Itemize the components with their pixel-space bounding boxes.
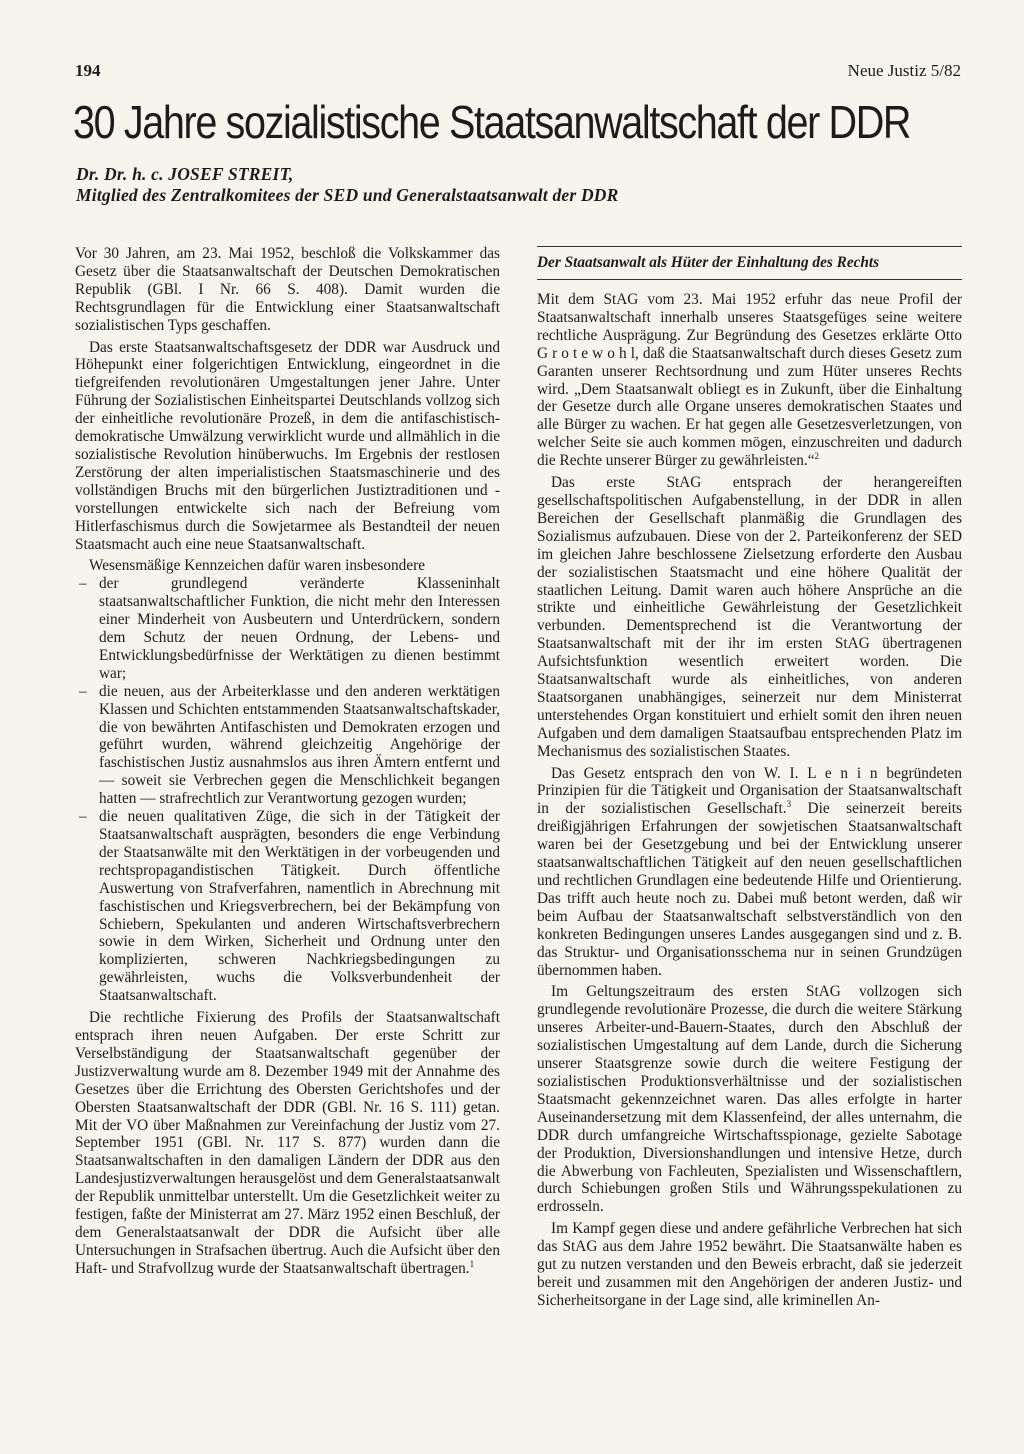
paragraph: Im Kampf gegen diese und andere gefährliche Verbrechen hat sich das StAG aus dem Jahre 1952 bewährt. Die Staatsanwälte haben es gut zu nutzen verstanden und den Beweis erbracht, daß sie jederzeit bereit und zusammen mit den Angehörigen der anderen Justiz- und Sicherheitsorgane in der Lage sind, alle kriminellen An- [537, 1220, 962, 1309]
section-heading: Der Staatsanwalt als Hüter der Einhaltung des Rechts [537, 246, 962, 280]
paragraph: Wesensmäßige Kennzeichen dafür waren insbesondere [89, 557, 426, 575]
paragraph: Das erste StAG entsprach der herangereiften gesellschaftspolitischen Aufgabenstellung, in der DDR in allen Bereichen der Gesellschaft planmäßig die Grundlagen des Sozialismus aufzubauen. Diese von der 2. Parteikonferenz der SED im gleichen Jahre beschlossene Zielsetzung erforderte den Ausbau der sozialistischen Staatsmacht und eine höhere Qualität der staatlichen Leitung. Damit waren auch höhere Ansprüche an die strikte und einheitliche Gewährleistung der Gesetzlichkeit verbunden. Dementsprechend ist die Verantwortung der Staatsanwaltschaft mit der ihr im ersten StAG übertragenen Aufsichtsfunktion wesentlich erweitert worden. Die Staatsanwaltschaft wurde als einheitliches, von anderen Staatsorganen unabhängiges, seinerzeit nur dem Ministerrat unterstehendes Organ konstituiert und erhielt somit den ihren neuen Aufgaben und dem damaligen Staatsaufbau entsprechenden Platz im Mechanismus des sozialistischen Staates. [537, 474, 962, 760]
list-item: – die neuen, aus der Arbeiterklasse und den anderen werktätigen Klassen und Schichten entstammenden Staatsanwaltschaftskader, die von bewährten Antifaschisten und Demokraten erzogen und geführt wurden, während gleichzeitig Angehörige der faschistischen Justiz ausnahmslos aus ihren Ämtern entfernt und — soweit sie Verbrechen gegen die Menschlichkeit begangen hatten — strafrechtlich zur Verantwortung gezogen wurden; [75, 683, 500, 808]
author-role: Mitglied des Zentralkomitees der SED und Generalstaatsanwalt der DDR [76, 185, 619, 205]
paragraph: Im Geltungszeitraum des ersten StAG vollzogen sich grundlegende revolutionäre Prozesse, die durch die weitere Stärkung unseres Arbeiter-und-Bauern-Staates, durch den Abschluß der sozialistischen Umgestaltung auf dem Lande, durch die Sicherung unserer Staatsgrenze sowie durch die weitere Festigung der sozialistischen Produktionsverhältnisse und der sozialistischen Staatsmacht gekennzeichnet waren. Das alles erfolgte in harter Auseinandersetzung mit dem Klassenfeind, der alles unternahm, die DDR durch umfangreiche Wirtschaftsspionage, gezielte Sabotage der Produktion, Diversionshandlungen und intensive Hetze, durch die Abwerbung von Fachleuten, Spezialisten und Wissenschaftlern, durch Schiebungen großen Stils und Währungsspekulationen zu erdrosseln. [537, 983, 962, 1216]
paragraph-text: Das Gesetz entsprach den von W. I. L e n i n begründeten Prinzipien für die Tätigkeit und Organisation der Staatsanwaltschaft in der sozialistischen Gesellschaft. [537, 764, 962, 818]
list-item: – die neuen qualitativen Züge, die sich in der Tätigkeit der Staatsanwaltschaft ausprägten, besonders die enge Verbindung der Staatsanwälte mit den Werktätigen in der vorbeugenden und rechtspropagandistischen Tätigkeit. Durch öffentliche Auswertung von Strafverfahren, namentlich in Abrechnung mit faschistischen und Kriegsverbrechern, bei der Bekämpfung von Schiebern, Spekulanten und anderen Wirtschaftsverbrechern sowie in dem Wirken, Sicherheit und Ordnung unter den komplizierten, schweren Nachkriegsbedingungen zu gewährleisten, wuchs die Volksverbundenheit der Staatsanwaltschaft. [75, 808, 500, 1005]
paragraph [537, 291, 962, 470]
paragraph [75, 1009, 500, 1278]
footnote-ref: 2 [814, 451, 819, 462]
paragraph: Vor 30 Jahren, am 23. Mai 1952, beschloß die Volkskammer das Gesetz über die Staatsanwaltschaft der Deutschen Demokratischen Republik (GBl. I Nr. 66 S. 408). Damit wurden die Rechtsgrundlagen für die Entwicklung einer Staatsanwaltschaft sozialistischen Typs geschaffen. [75, 245, 500, 334]
paragraph [537, 765, 962, 980]
page-number: 194 [75, 61, 101, 80]
running-header [75, 62, 961, 90]
author-name: Dr. Dr. h. c. JOSEF STREIT, [76, 164, 294, 184]
paragraph: Das erste Staatsanwaltschaftsgesetz der DDR war Ausdruck und Höhepunkt einer folgerichtigen Entwicklung, eingeordnet in die tiefgreifenden revolutionären Umgestaltungen jener Jahre. Unter Führung der Sozialistischen Einheitspartei Deutschlands vollzog sich der einheitliche revolutionäre Prozeß, in dem die antifaschistisch-demokratische Umwälzung verwirklicht wurde und allmählich in die sozialistische Revolution hinüberwuchs. Im Ergebnis der restlosen Zerstörung der alten imperialistischen Staatsmaschinerie und des vollständigen Bruchs mit den bürgerlichen Justiztraditionen und -vorstellungen entwickelte sich nach der Befreiung vom Hitlerfaschismus durch die Sowjetarmee als Bestandteil der neuen Staatsmacht auch eine neue Staatsanwaltschaft. [75, 338, 500, 553]
paragraph-text: Mit dem StAG vom 23. Mai 1952 erfuhr das neue Profil der Staatsanwaltschaft innerhalb unseres Staatsgefüges seine weitere rechtliche Ausprägung. Zur Begründung des Gesetzes erklärte Otto G r o t e w o h l, daß die Staatsanwaltschaft durch dieses Gesetz zum Garanten unserer Rechtsordnung und zum Hüter unseres Rechts wird. „Dem Staatsanwalt obliegt es in Zukunft, über die Einhaltung der Gesetze durch alle Organe unseres demokratischen Staates und alle Bürger zu wachen. Er hat gegen alle Gesetzesverletzungen, von welcher Seite sie auch kommen mögen, einzuschreiten und dadurch die Rechte unserer Bürger zu gewährleisten.“ [537, 291, 962, 470]
footnote-ref: 1 [469, 1258, 475, 1269]
article-title: 30 Jahre sozialistische Staatsanwaltschaft der DDR [73, 96, 911, 148]
paragraph-text: Die seinerzeit bereits dreißigjährigen Erfahrungen der sowjetischen Staatsanwaltschaft waren bei der Gesetzgebung und bei der Entwicklung unserer staatsanwaltschaftlichen Tätigkeit auf den neuen gesellschaftlichen und rechtlichen Grundlagen eine bedeutende Hilfe und Orientierung. Das trifft auch heute noch zu. Dabei muß betont werden, daß wir beim Aufbau der Staatsanwaltschaft selbstverständlich von den konkreten Bedingungen unseres Landes ausgegangen sind und z. B. das Struktur- und Organisationsschema nur in seinen Grundzügen übernommen haben. [537, 800, 963, 979]
list-item: – der grundlegend veränderte Klasseninhalt staatsanwaltschaftlicher Funktion, die nicht mehr den Interessen einer Minderheit von Ausbeutern und Unterdrückern, sondern dem Schutz der neuen Ordnung, der Lebens- und Entwicklungsbedürfnisse der Werktätigen zu dienen bestimmt war; [75, 575, 500, 682]
footnote-ref: 3 [786, 799, 792, 810]
paragraph-text: Die rechtliche Fixierung des Profils der Staatsanwaltschaft entsprach ihren neuen Aufgaben. Der erste Schritt zur Verselbständigung der Staatsanwaltschaft gegenüber der Justizverwaltung wurde am 8. Dezember 1949 mit der Annahme des Gesetzes über die Errichtung des Obersten Gerichtshofes und der Obersten Staatsanwaltschaft der DDR (GBl. Nr. 16 S. 111) getan. Mit der VO über Maßnahmen zur Vereinfachung der Justiz vom 27. September 1951 (GBl. Nr. 117 S. 877) wurden dann die Staatsanwaltschaften in den damaligen Ländern der DDR aus den Landesjustizverwaltungen herausgelöst und dem Generalstaatsanwalt der Republik unmittelbar unterstellt. Um die Gesetzlichkeit weiter zu festigen, faßte der Ministerrat am 27. März 1952 einen Beschluß, der dem Generalstaatsanwalt der DDR die Aufsicht über alle Untersuchungen in Strafsachen übertrug. Auch die Aufsicht über den Haft- und Strafvollzug wurde der Staatsanwaltschaft übertragen. [75, 1009, 500, 1277]
journal-issue: Neue Justiz 5/82 [847, 61, 961, 80]
left-column [75, 245, 500, 1282]
right-column [537, 291, 962, 1314]
